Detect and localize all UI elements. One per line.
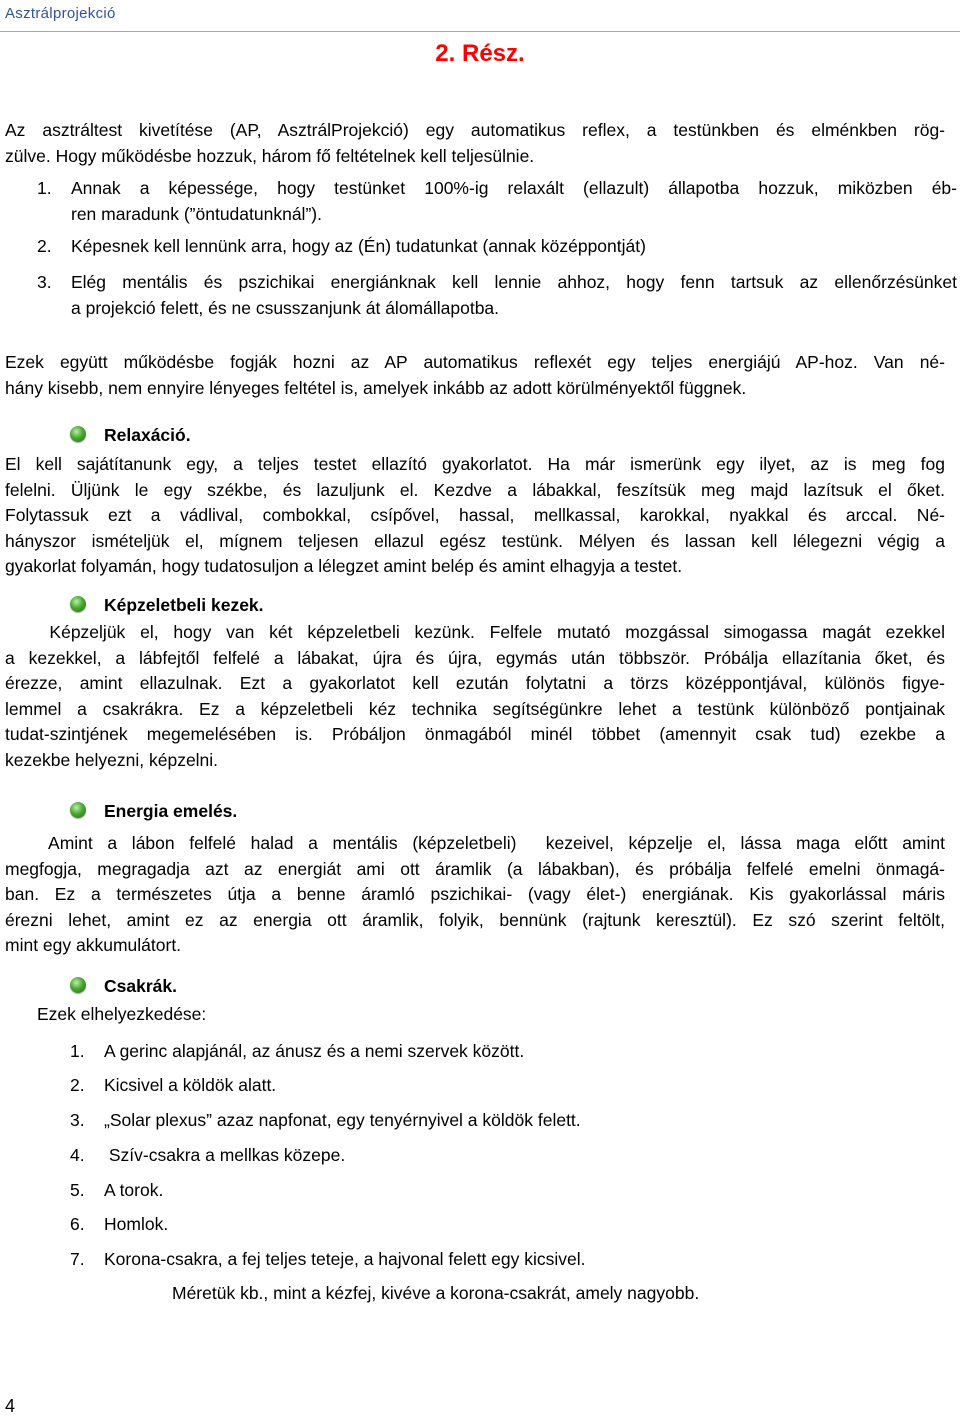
chakra-number: 1. <box>70 1041 85 1061</box>
section-title: Energia emelés. <box>104 801 238 821</box>
imaginary-hands-paragraph <box>5 620 945 773</box>
chakra-item <box>70 1247 586 1271</box>
chakra-item <box>70 1143 345 1167</box>
energy-raising-paragraph <box>5 831 945 959</box>
summary-paragraph <box>5 350 945 401</box>
imaginary-hands-line: tudat-szintjének megemelésében is. Próbáljon önmagából minél többet (amennyit csak tud) ezekbe a <box>5 724 945 744</box>
green-ball-bullet-icon <box>70 802 86 818</box>
imaginary-hands-line: Képzeljük el, hogy van két képzeletbeli kezünk. Felfele mutató mozgással simogassa magát ezekkel <box>5 622 945 642</box>
condition-number: 1. <box>37 178 52 198</box>
relaxation-line: gyakorlat folyamán, hogy tudatosuljon a lélegzet amint belép és amint elhagyja a testet. <box>5 556 683 576</box>
running-header <box>0 0 960 32</box>
chakra-number: 6. <box>70 1214 85 1234</box>
summary-line: Ezek együtt működésbe fogják hozni az AP automatikus reflexét egy teljes energiájú AP-hoz. Van né- <box>5 352 945 372</box>
green-ball-bullet-icon <box>70 426 86 442</box>
green-ball-bullet-icon <box>70 977 86 993</box>
chakra-number: 2. <box>70 1075 85 1095</box>
chakra-text: A gerinc alapjánál, az ánusz és a nemi szervek között. <box>104 1041 525 1061</box>
chakra-text: Szív-csakra a mellkas közepe. <box>104 1145 346 1165</box>
energy-raising-line: Amint a lábon felfelé halad a mentális (képzeletbeli) kezeivel, képzelje el, lássa maga előtt amint <box>5 833 945 853</box>
condition-line: a projekció felett, és ne csusszanjunk át álomállapotba. <box>71 297 500 318</box>
chakra-text: Homlok. <box>104 1214 169 1234</box>
chakra-text: Kicsivel a köldök alatt. <box>104 1075 277 1095</box>
condition-line: ren maradunk (”öntudatunknál”). <box>71 203 322 224</box>
section-title: Csakrák. <box>104 976 177 996</box>
condition-line: Elég mentális és pszichikai energiánknak kell lennie ahhoz, hogy fenn tartsuk az ellenőrzésünket <box>71 272 957 292</box>
intro-paragraph <box>5 118 945 169</box>
condition-line: Képesnek kell lennünk arra, hogy az (Én) tudatunkat (annak középpontját) <box>71 236 646 256</box>
imaginary-hands-line: a kezekkel, a lábfejtől felfelé a lábakat, újra és újra, egymás után többször. Próbálja ellazítania őket, és <box>5 647 945 668</box>
chakra-text: Korona-csakra, a fej teljes teteje, a hajvonal felett egy kicsivel. <box>104 1249 586 1269</box>
page-number: 4 <box>5 1396 16 1416</box>
chakra-number: 4. <box>70 1145 85 1165</box>
chakras-subtitle: Ezek elhelyezkedése: <box>37 1004 207 1024</box>
section-title: Relaxáció. <box>104 425 191 445</box>
energy-raising-line: megfogja, megragadja azt az energiát ami ott áramlik (a lábakban), és próbálja felfelé emelni önmagá- <box>5 858 945 879</box>
relaxation-line: hányszor ismételjük el, mígnem teljesen ellazul egész testünk. Mélyen és lassan kell lélegezni végig a <box>5 530 945 551</box>
chakra-number: 3. <box>70 1110 85 1130</box>
green-ball-bullet-icon <box>70 596 86 612</box>
intro-line: zülve. Hogy működésbe hozzuk, három fő feltételnek kell teljesülnie. <box>5 145 535 166</box>
part-title: 2. Rész. <box>435 40 525 67</box>
relaxation-paragraph <box>5 452 945 580</box>
chakra-item <box>70 1212 168 1236</box>
intro-line: Az asztráltest kivetítése (AP, AsztrálProjekció) egy automatikus reflex, a testünkben és elménkben rög- <box>5 120 945 140</box>
energy-raising-line: ban. Ez a természetes útja a benne áramló pszichikai- (vagy élet-) energiának. Kis gyakorlással máris <box>5 884 945 904</box>
section-title: Képzeletbeli kezek. <box>104 595 264 615</box>
chakra-item <box>70 1039 524 1063</box>
chakra-number: 5. <box>70 1180 85 1200</box>
chakra-text: A torok. <box>104 1180 164 1200</box>
chakra-text: „Solar plexus” azaz napfonat, egy tenyérnyivel a köldök felett. <box>104 1110 581 1130</box>
relaxation-line: felelni. Üljünk le egy székbe, és lazuljunk el. Kezdve a lábakkal, feszítsük meg majd lazítsuk el őket. <box>5 479 945 500</box>
condition-line: Annak a képessége, hogy testünket 100%-ig relaxált (ellazult) állapotba hozzuk, miközben éb- <box>71 178 957 198</box>
condition-number: 3. <box>37 272 52 292</box>
relaxation-line: El kell sajátítanunk egy, a teljes testet ellazító gyakorlatot. Ha már ismerünk egy ilyet, az is meg fog <box>5 454 945 474</box>
running-header-title: Asztrálprojekció <box>5 5 116 22</box>
relaxation-line: Folytassuk ezt a vádlival, combokkal, csípővel, hassal, mellkassal, karokkal, nyakkal és arccal. Né- <box>5 505 945 525</box>
chakra-item <box>70 1178 163 1202</box>
chakra-item <box>70 1073 276 1097</box>
chakra-size-note: Méretük kb., mint a kézfej, kivéve a korona-csakrát, amely nagyobb. <box>172 1283 700 1303</box>
header-rule <box>0 31 960 32</box>
imaginary-hands-line: érezze, amint ellazulnak. Ezt a gyakorlatot kell ezután folytatni a törzs középpontjával, különös figye- <box>5 673 945 693</box>
chakra-number: 7. <box>70 1249 85 1269</box>
chakra-item <box>70 1108 581 1132</box>
energy-raising-line: érezni lehet, amint ez az energia ott áramlik, folyik, bennünk (rajtunk keresztül). Ez szó szerint feltölt, <box>5 909 945 930</box>
energy-raising-line: mint egy akkumulátort. <box>5 935 182 955</box>
summary-line: hány kisebb, nem ennyire lényeges feltétel is, amelyek inkább az adott körülményektől függnek. <box>5 377 747 398</box>
imaginary-hands-line: lemmel a csakrákra. Ez a képzeletbeli kéz technika segítségünkre lehet a testünk különböző pontjainak <box>5 698 945 719</box>
condition-number: 2. <box>37 236 52 256</box>
imaginary-hands-line: kezekbe helyezni, képzelni. <box>5 749 219 770</box>
